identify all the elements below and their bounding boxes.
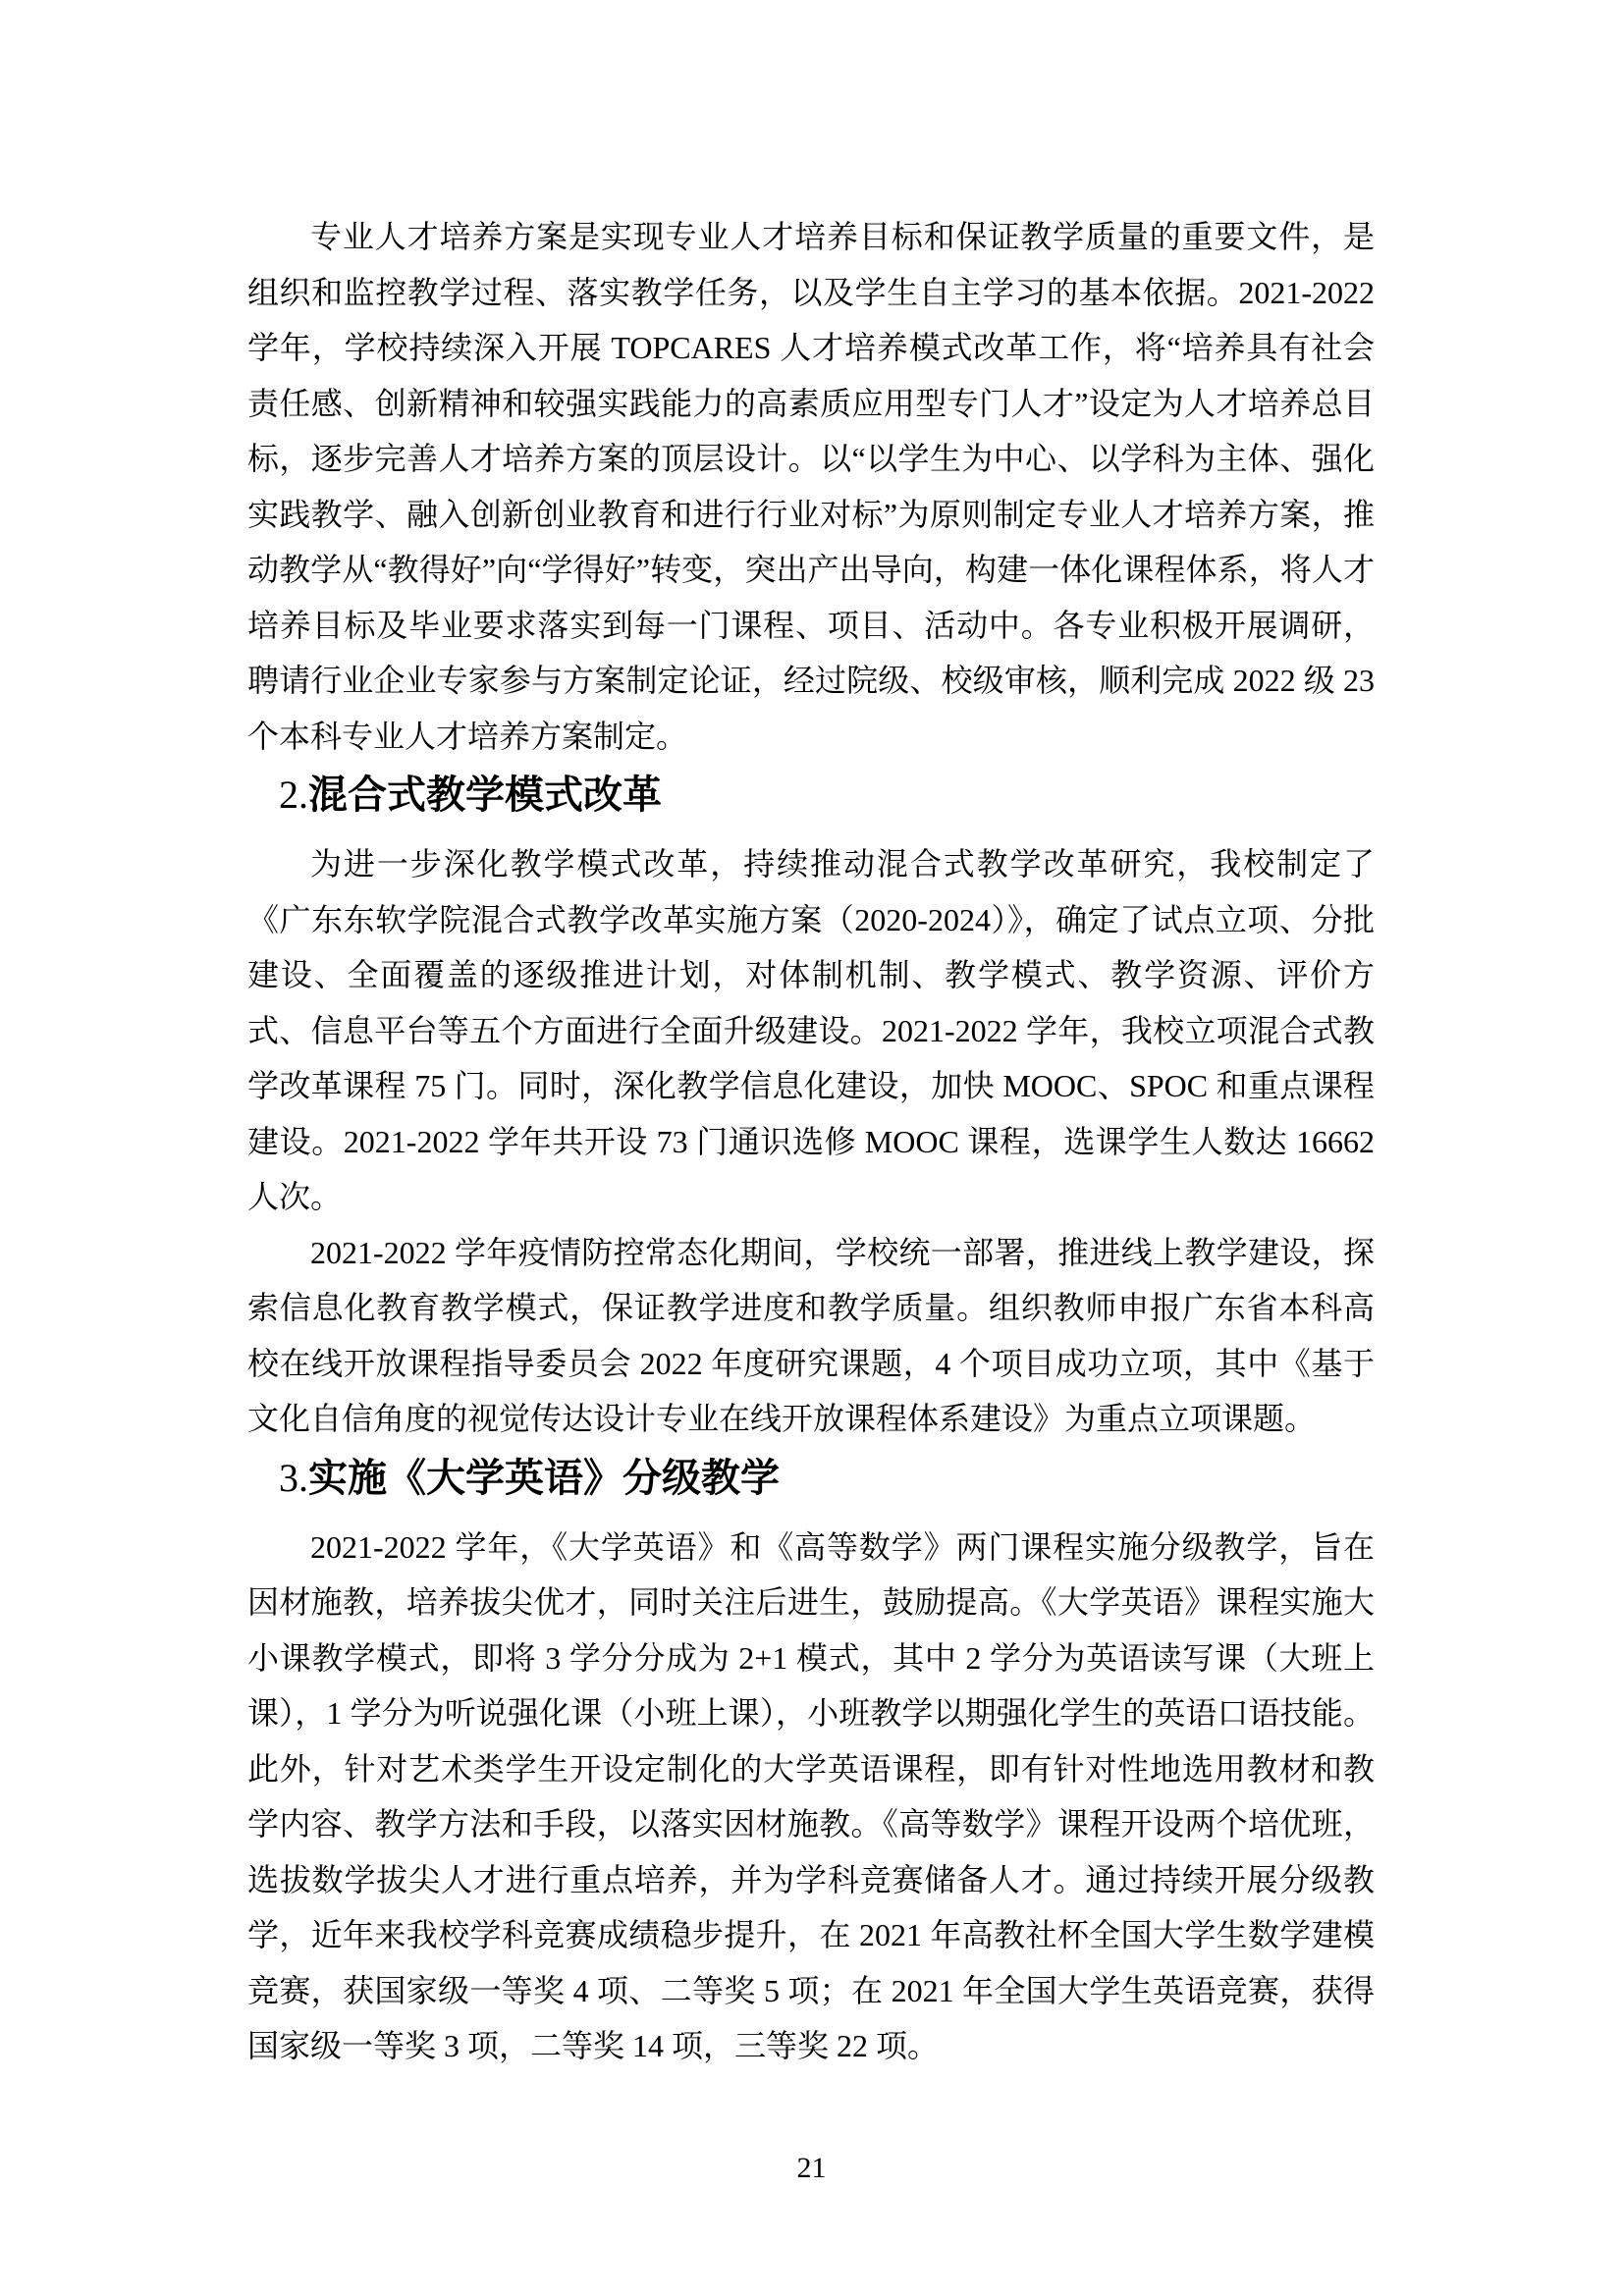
section-heading-graded-english-teaching <box>247 1450 1375 1507</box>
paragraph-blended-teaching-plan: 为进一步深化教学模式改革，持续推动混合式教学改革研究，我校制定了《广东东软学院混合式教学改革实施方案（2020-2024）》，确定了试点立项、分批建设、全面覆盖的逐级推进计划，对体制机制、教学模式、教学资源、评价方式、信息平台等五个方面进行全面升级建设。2021-2022 学年，我校立项混合式教学改革课程 75 门。同时，深化教学信息化建设，加快 MOOC、SPOC 和重点课程建设。2021-2022 学年共开设 73 门通识选修 MOOC 课程，选课学生人数达 16662 人次。 <box>247 846 1375 1214</box>
heading-number: 3. <box>279 1455 308 1500</box>
paragraph-graded-teaching-detail: 2021-2022 学年，《大学英语》和《高等数学》两门课程实施分级教学，旨在因材施教，培养拔尖优才，同时关注后进生，鼓励提高。《大学英语》课程实施大小课教学模式，即将 3 学分分成为 2+1 模式，其中 2 学分为英语读写课（大班上课），1 学分为听说强化课（小班上课），小班教学以期强化学生的英语口语技能。此外，针对艺术类学生开设定制化的大学英语课程，即有针对性地选用教材和教学内容、教学方法和手段，以落实因材施教。《高等数学》课程开设两个培优班，选拔数学拔尖人才进行重点培养，并为学科竞赛储备人才。通过持续开展分级教学，近年来我校学科竞赛成绩稳步提升，在 2021 年高教社杯全国大学生数学建模竞赛，获国家级一等奖 4 项、二等奖 5 项；在 2021 年全国大学生英语竞赛，获得国家级一等奖 3 项，二等奖 14 项，三等奖 22 项。 <box>247 1528 1375 2063</box>
section-heading-blended-teaching-reform <box>247 767 1375 824</box>
page-number: 21 <box>796 2152 827 2184</box>
heading-title: 实施《大学英语》分级教学 <box>308 1455 780 1501</box>
heading-number: 2. <box>279 773 308 817</box>
page-footer <box>0 2152 1623 2185</box>
page-body <box>247 209 1375 2074</box>
paragraph-online-teaching-epidemic: 2021-2022 学年疫情防控常态化期间，学校统一部署，推进线上教学建设，探索信息化教育教学模式，保证教学进度和教学质量。组织教师申报广东省本科高校在线开放课程指导委员会 2022 年度研究课题，4 个项目成功立项，其中《基于文化自信角度的视觉传达设计专业在线开放课程体系建设》为重点立项课题。 <box>247 1234 1375 1436</box>
heading-title: 混合式教学模式改革 <box>308 773 662 818</box>
paragraph-talent-training-plan: 专业人才培养方案是实现专业人才培养目标和保证教学质量的重要文件，是组织和监控教学过程、落实教学任务，以及学生自主学习的基本依据。2021-2022 学年，学校持续深入开展 TOPCARES 人才培养模式改革工作，将“培养具有社会责任感、创新精神和较强实践能力的高素质应用型专门人才”设定为人才培养总目标，逐步完善人才培养方案的顶层设计。以“以学生为中心、以学科为主体、强化实践教学、融入创新创业教育和进行行业对标”为原则制定专业人才培养方案，推动教学从“教得好”向“学得好”转变，突出产出导向，构建一体化课程体系，将人才培养目标及毕业要求落实到每一门课程、项目、活动中。各专业积极开展调研，聘请行业企业专家参与方案制定论证，经过院级、校级审核，顺利完成 2022 级 23 个本科专业人才培养方案制定。 <box>247 219 1375 754</box>
